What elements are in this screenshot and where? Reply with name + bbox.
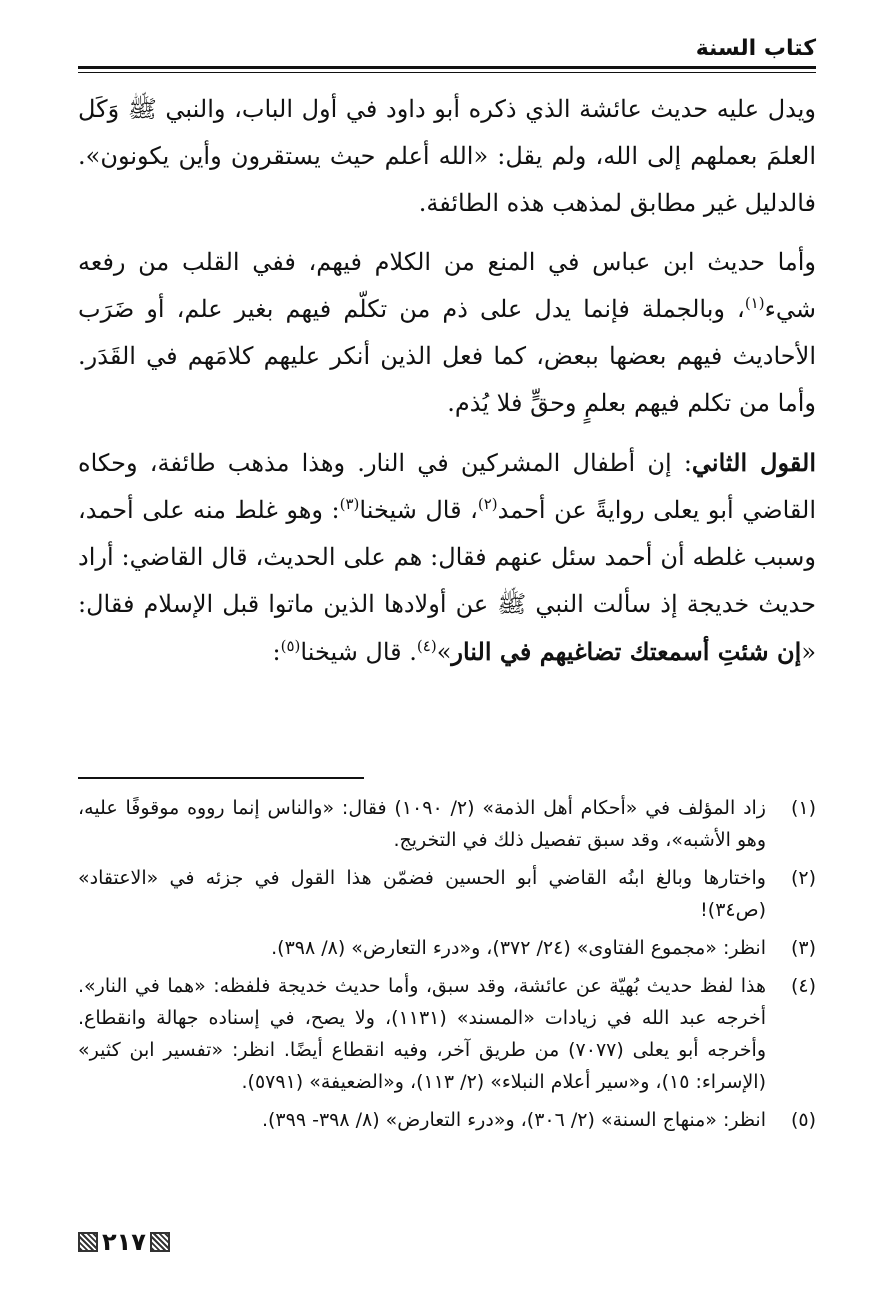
paragraph-3-text-d: »	[436, 638, 452, 666]
footnote-text: انظر: «منهاج السنة» (٢/ ٣٠٦)، و«درء التعارض» (٨/ ٣٩٨- ٣٩٩).	[261, 1109, 766, 1131]
paragraph-3-text-c: : وهو غلط منه على أحمد، وسبب غلطه أن أحمد سئل عنهم فقال: هم على الحديث، قال القاضي: أراد حديث خديجة إذ سألت النبي ﷺ عن أولادها الذين ماتوا قبل الإسلام فقال: «	[78, 496, 816, 666]
footnote-number: (١)	[790, 797, 816, 819]
footnote-text: واختارها وبالغ ابنُه القاضي أبو الحسين فضمّن هذا القول في جزئه في «الاعتقاد» (ص٣٤)!	[78, 867, 766, 921]
ornament-icon	[78, 1232, 98, 1252]
paragraph-3-text-b: ، قال شيخنا	[359, 496, 478, 524]
footnote-ref-3[interactable]: (٣)	[339, 495, 360, 513]
footnote-5	[78, 1104, 816, 1136]
paragraph-2	[78, 239, 816, 427]
paragraph-3-text-f: :	[272, 638, 281, 666]
footnote-ref-4[interactable]: (٤)	[416, 637, 437, 655]
footnote-number: (٥)	[790, 1109, 816, 1131]
footnote-ref-1[interactable]: (١)	[744, 294, 765, 312]
running-title: كتاب السنة	[695, 36, 816, 61]
footnote-4	[78, 970, 816, 1098]
page-number: ٢١٧	[102, 1228, 146, 1256]
main-text	[78, 86, 816, 676]
hadith-quote: إن شئتِ أسمعتك تضاغيهم في النار	[451, 637, 802, 666]
paragraph-3	[78, 439, 816, 676]
paragraph-2-text-a: وأما حديث ابن عباس في المنع من الكلام فيهم، ففي القلب من رفعه شيء	[78, 248, 816, 323]
footnote-ref-5[interactable]: (٥)	[280, 637, 301, 655]
paragraph-3-text-a: : إن أطفال المشركين في النار. وهذا مذهب طائفة، وحكاه القاضي أبو يعلى روايةً عن أحمد	[78, 449, 817, 524]
footnote-separator	[78, 777, 364, 779]
section-heading-second-view: القول الثاني	[691, 448, 817, 477]
book-page	[78, 0, 816, 1290]
header-rule-thick	[78, 66, 816, 69]
paragraph-1: ويدل عليه حديث عائشة الذي ذكره أبو داود في أول الباب، والنبي ﷺ وَكَل العلمَ بعملهم إلى الله، ولم يقل: «الله أعلم حيث يستقرون وأين يكونون». فالدليل غير مطابق لمذهب هذه الطائفة.	[78, 95, 816, 217]
footnotes	[78, 792, 816, 1142]
footnote-3	[78, 932, 816, 964]
footnote-text: زاد المؤلف في «أحكام أهل الذمة» (٢/ ١٠٩٠) فقال: «والناس إنما رووه موقوفًا عليه، وهو الأشبه»، وقد سبق تفصيل ذلك في التخريج.	[78, 797, 766, 851]
header-rule-thin	[78, 72, 816, 73]
paragraph-3-text-e: . قال شيخنا	[300, 638, 417, 666]
footnote-number: (٤)	[790, 975, 816, 997]
footnote-text: انظر: «مجموع الفتاوى» (٢٤/ ٣٧٢)، و«درء التعارض» (٨/ ٣٩٨).	[271, 937, 766, 959]
footnote-1	[78, 792, 816, 856]
footnote-text: هذا لفظ حديث بُهيّة عن عائشة، وقد سبق، وأما حديث خديجة فلفظه: «هما في النار». أخرجه عبد الله في زيادات «المسند» (١١٣١)، ولا يصح، في إسناده جهالة وانقطاع. وأخرجه أبو يعلى (٧٠٧٧) من طريق آخر، وفيه انقطاع أيضًا. انظر: «تفسير ابن كثير» (الإسراء: ١٥)، و«سير أعلام النبلاء» (٢/ ١١٣)، و«الضعيفة» (٥٧٩١).	[78, 975, 767, 1093]
footnote-2	[78, 862, 816, 926]
footnote-ref-2[interactable]: (٢)	[477, 495, 498, 513]
page-folio	[78, 1228, 170, 1256]
footnote-number: (٢)	[790, 867, 816, 889]
ornament-icon	[150, 1232, 170, 1252]
footnote-number: (٣)	[790, 937, 816, 959]
paragraph-2-text-b: ، وبالجملة فإنما يدل على ذم من تكلّم فيهم بغير علم، أو ضَرَب الأحاديث فيهم بعضها ببعض، كما فعل الذين أنكر عليهم كلامَهم في القَدَر. وأما من تكلم فيهم بعلمٍ وحقٍّ فلا يُذم.	[78, 295, 816, 417]
